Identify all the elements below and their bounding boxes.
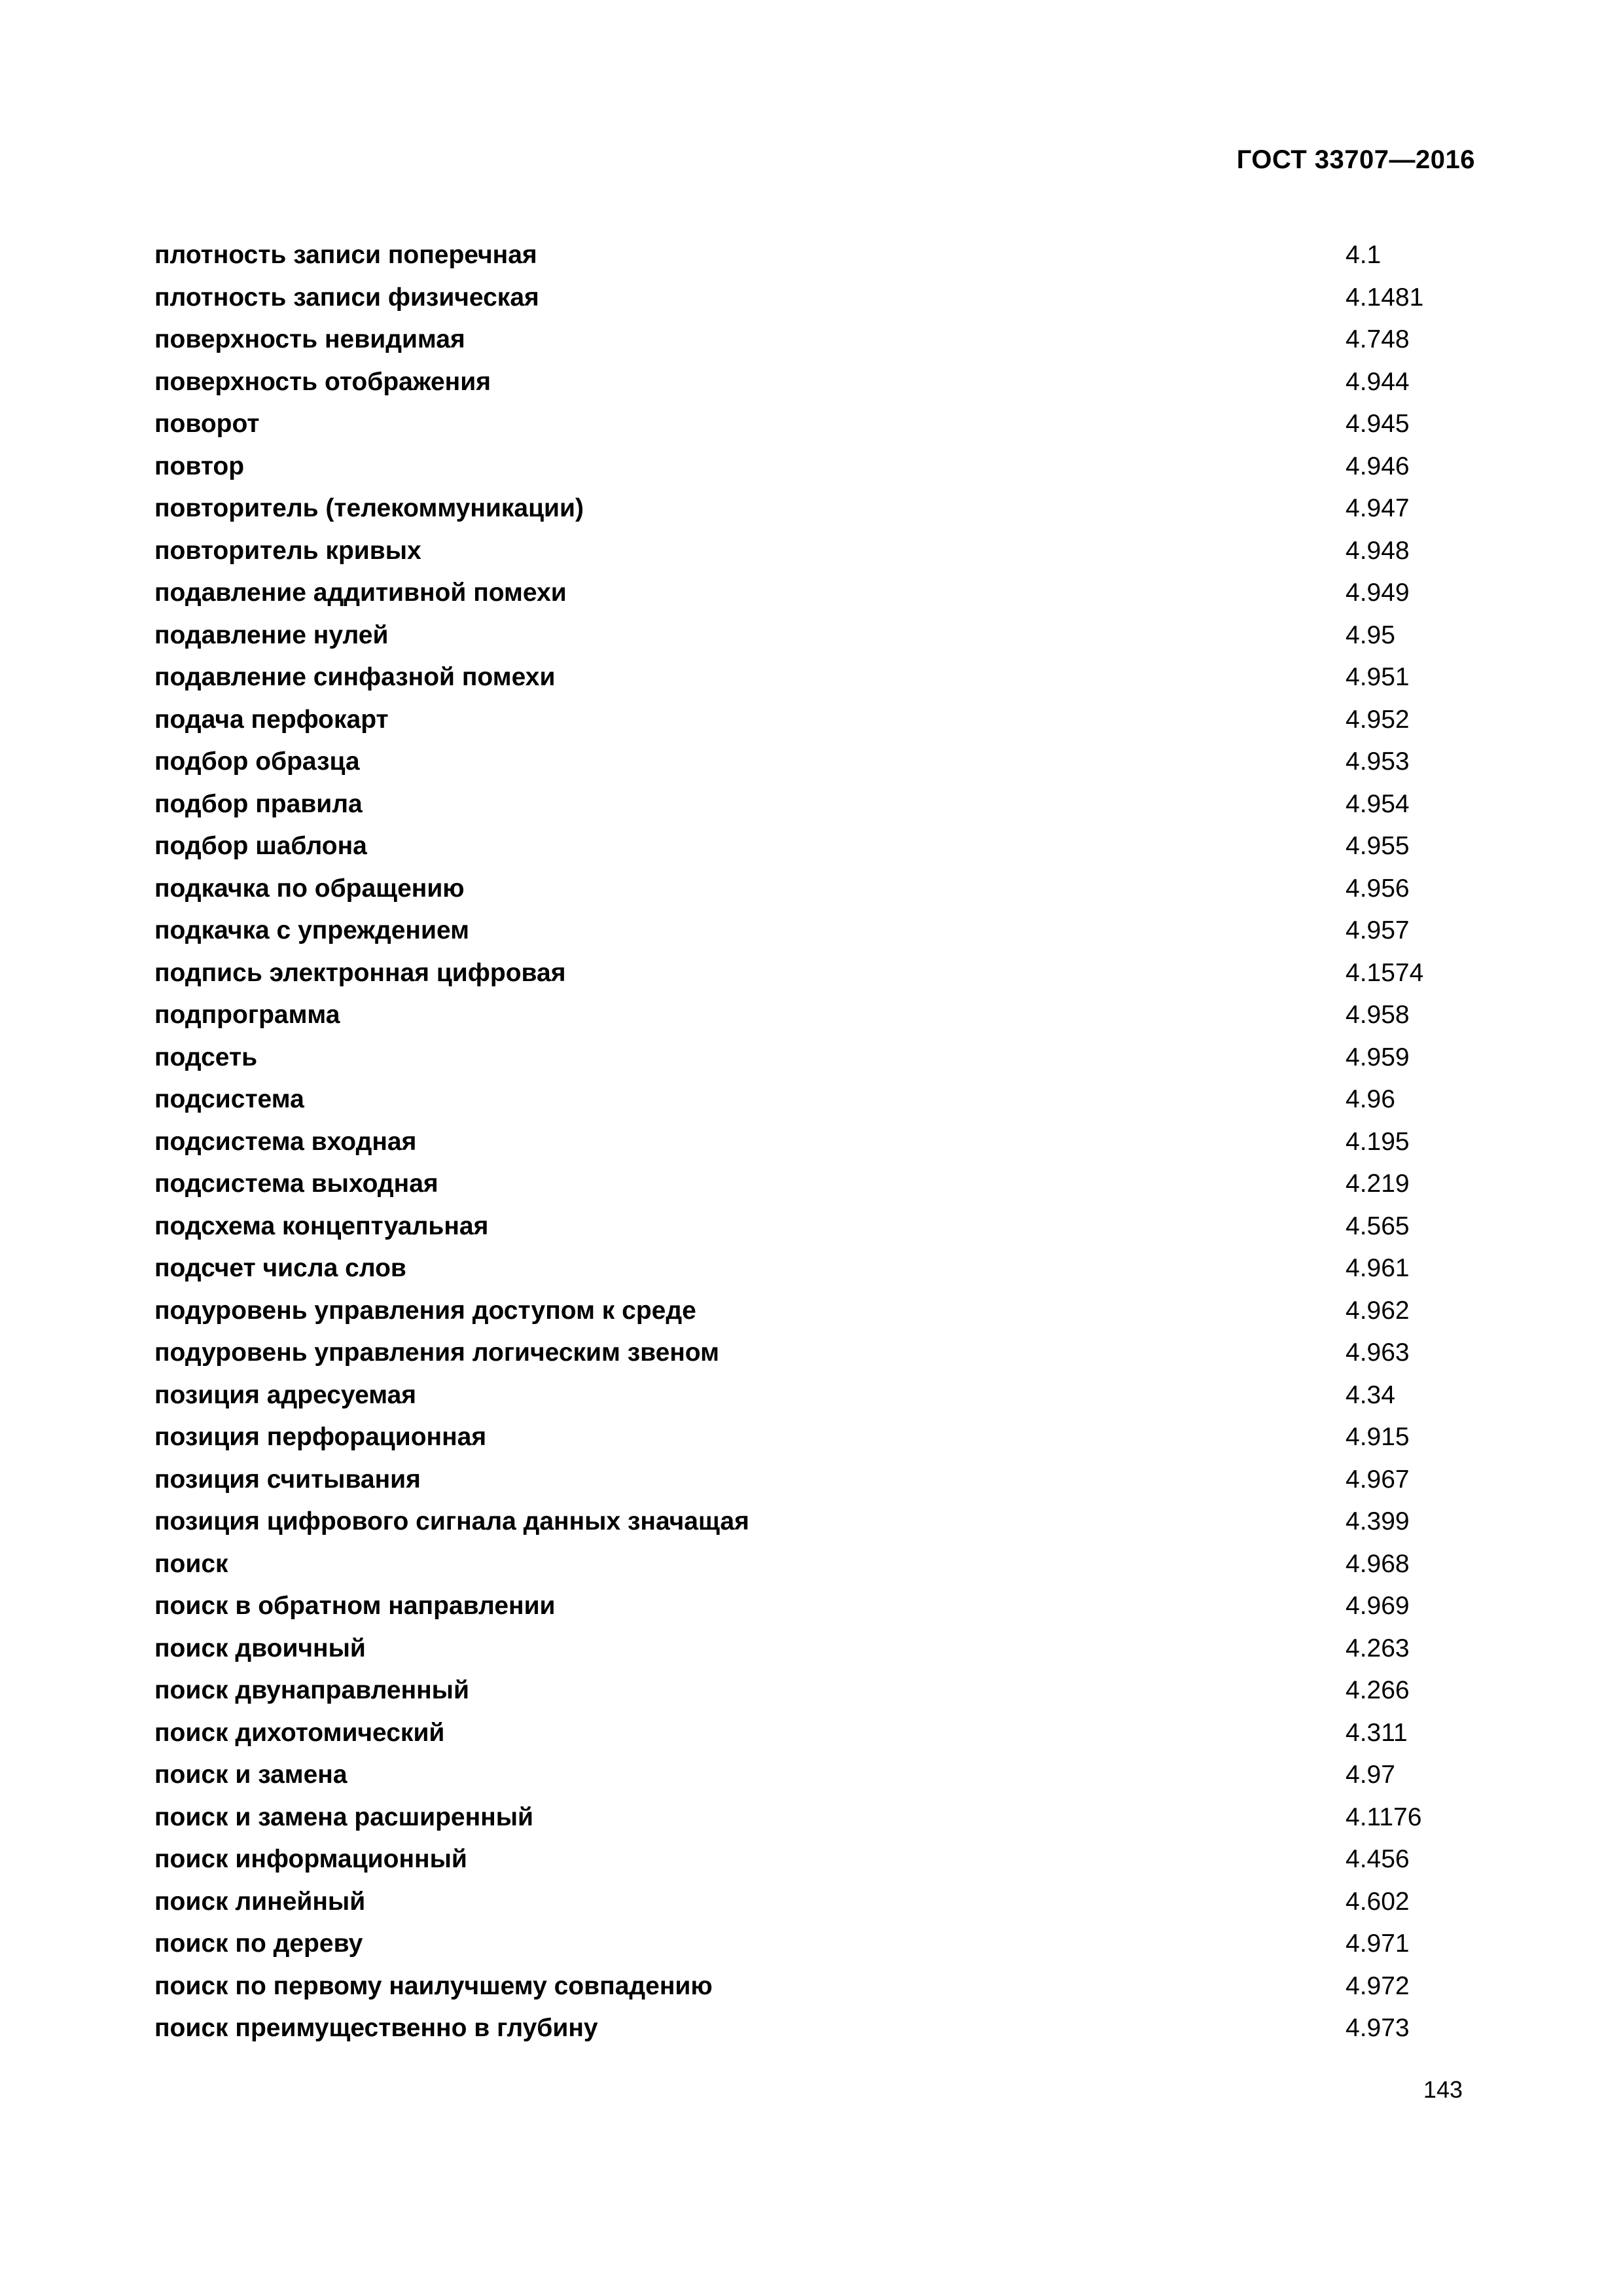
index-reference: 4.953 bbox=[1346, 747, 1410, 776]
index-reference: 4.971 bbox=[1346, 1929, 1410, 1958]
index-entry bbox=[154, 1121, 1476, 1164]
index-reference: 4.961 bbox=[1346, 1254, 1410, 1282]
index-term: поиск линейный bbox=[154, 1887, 366, 1916]
index-entry bbox=[154, 1543, 1476, 1586]
index-term: подавление аддитивной помехи bbox=[154, 579, 567, 607]
index-term: подсхема концептуальная bbox=[154, 1211, 489, 1240]
index-entry bbox=[154, 234, 1476, 277]
index-term: повторитель кривых bbox=[154, 536, 421, 565]
index-reference: 4.958 bbox=[1346, 1001, 1410, 1029]
index-term: подача перфокарт bbox=[154, 705, 389, 734]
index-entry bbox=[154, 952, 1476, 995]
index-entry bbox=[154, 1037, 1476, 1079]
index-term: поиск и замена расширенный bbox=[154, 1803, 533, 1831]
index-term: подсчет числа слов bbox=[154, 1254, 406, 1282]
index-reference: 4.956 bbox=[1346, 874, 1410, 903]
index-term: поиск bbox=[154, 1549, 228, 1578]
index-reference: 4.195 bbox=[1346, 1127, 1410, 1156]
index-reference: 4.972 bbox=[1346, 1971, 1410, 2000]
index-term: позиция цифрового сигнала данных значащая bbox=[154, 1507, 749, 1535]
index-reference: 4.97 bbox=[1346, 1761, 1395, 1789]
index-term: подавление синфазной помехи bbox=[154, 663, 556, 691]
index-entry bbox=[154, 910, 1476, 952]
index-entry bbox=[154, 1374, 1476, 1417]
index-term: поворот bbox=[154, 410, 260, 438]
index-entry bbox=[154, 1416, 1476, 1459]
index-term: поиск по первому наилучшему совпадению bbox=[154, 1971, 713, 2000]
index-entry bbox=[154, 1923, 1476, 1965]
index-entry bbox=[154, 1628, 1476, 1670]
index-term: подкачка по обращению bbox=[154, 874, 465, 903]
index-entry bbox=[154, 1881, 1476, 1924]
index-term: поверхность отображения bbox=[154, 367, 491, 396]
index-term: подкачка с упреждением bbox=[154, 916, 469, 944]
index-entry bbox=[154, 1459, 1476, 1501]
index-term: подавление нулей bbox=[154, 620, 389, 649]
index-reference: 4.968 bbox=[1346, 1549, 1410, 1578]
index-term: подсеть bbox=[154, 1043, 258, 1071]
index-reference: 4.1 bbox=[1346, 241, 1382, 269]
index-term: плотность записи физическая bbox=[154, 283, 539, 312]
index-term: подсистема bbox=[154, 1085, 304, 1113]
index-reference: 4.266 bbox=[1346, 1676, 1410, 1704]
index-reference: 4.963 bbox=[1346, 1338, 1410, 1367]
index-term: поиск двунаправленный bbox=[154, 1676, 469, 1704]
index-entry bbox=[154, 1839, 1476, 1881]
index-reference: 4.95 bbox=[1346, 620, 1395, 649]
index-reference: 4.969 bbox=[1346, 1592, 1410, 1620]
index-reference: 4.973 bbox=[1346, 2014, 1410, 2042]
index-term: подсистема выходная bbox=[154, 1170, 438, 1198]
index-reference: 4.34 bbox=[1346, 1380, 1395, 1409]
index-entry bbox=[154, 1585, 1476, 1628]
index-reference: 4.947 bbox=[1346, 494, 1410, 522]
index-reference: 4.565 bbox=[1346, 1211, 1410, 1240]
index-reference: 4.311 bbox=[1346, 1718, 1408, 1747]
index-entry bbox=[154, 1754, 1476, 1797]
index-reference: 4.915 bbox=[1346, 1423, 1410, 1451]
index-term: подпрограмма bbox=[154, 1001, 340, 1029]
index-reference: 4.1574 bbox=[1346, 958, 1424, 987]
index-reference: 4.946 bbox=[1346, 452, 1410, 480]
index-reference: 4.748 bbox=[1346, 325, 1410, 353]
index-entry bbox=[154, 1079, 1476, 1121]
index-entry bbox=[154, 1965, 1476, 2008]
index-term: позиция адресуемая bbox=[154, 1380, 417, 1409]
index-reference: 4.954 bbox=[1346, 789, 1410, 818]
index-term: поиск в обратном направлении bbox=[154, 1592, 556, 1620]
index-entry bbox=[154, 1332, 1476, 1374]
index-reference: 4.399 bbox=[1346, 1507, 1410, 1535]
index-reference: 4.263 bbox=[1346, 1634, 1410, 1662]
index-entry bbox=[154, 699, 1476, 742]
index-entry bbox=[154, 446, 1476, 488]
index-entry bbox=[154, 1797, 1476, 1839]
index-reference: 4.949 bbox=[1346, 579, 1410, 607]
index-entry bbox=[154, 530, 1476, 573]
index-entry bbox=[154, 741, 1476, 783]
index-entry bbox=[154, 2007, 1476, 2050]
index-term: подсистема входная bbox=[154, 1127, 417, 1156]
index-term: поиск по дереву bbox=[154, 1929, 363, 1958]
index-term: плотность записи поперечная bbox=[154, 241, 537, 269]
index-reference: 4.456 bbox=[1346, 1845, 1410, 1873]
index-term: повторитель (телекоммуникации) bbox=[154, 494, 584, 522]
standard-designation: ГОСТ 33707—2016 bbox=[1236, 145, 1475, 174]
index-term: поиск и замена bbox=[154, 1761, 348, 1789]
index-term: поиск дихотомический bbox=[154, 1718, 445, 1747]
index-term: подуровень управления логическим звеном bbox=[154, 1338, 719, 1367]
index-entry bbox=[154, 783, 1476, 826]
index-entry bbox=[154, 1247, 1476, 1290]
index-entry bbox=[154, 1501, 1476, 1543]
index-reference: 4.948 bbox=[1346, 536, 1410, 565]
index-reference: 4.967 bbox=[1346, 1465, 1410, 1494]
index-entry bbox=[154, 615, 1476, 657]
index-term: поиск двоичный bbox=[154, 1634, 366, 1662]
index-entry bbox=[154, 1290, 1476, 1333]
index-term: поиск информационный bbox=[154, 1845, 467, 1873]
index-reference: 4.952 bbox=[1346, 705, 1410, 734]
index-term: поиск преимущественно в глубину bbox=[154, 2014, 598, 2042]
index-reference: 4.955 bbox=[1346, 832, 1410, 860]
index-entry bbox=[154, 361, 1476, 404]
index-reference: 4.957 bbox=[1346, 916, 1410, 944]
index-term: подбор шаблона bbox=[154, 832, 367, 860]
index-reference: 4.945 bbox=[1346, 410, 1410, 438]
index-term: подуровень управления доступом к среде bbox=[154, 1296, 696, 1325]
index-reference: 4.219 bbox=[1346, 1170, 1410, 1198]
index-entry bbox=[154, 825, 1476, 868]
index-reference: 4.962 bbox=[1346, 1296, 1410, 1325]
index-reference: 4.951 bbox=[1346, 663, 1410, 691]
index-term: подбор образца bbox=[154, 747, 360, 776]
index-reference: 4.959 bbox=[1346, 1043, 1410, 1071]
index-entry bbox=[154, 403, 1476, 446]
term-index-list bbox=[154, 234, 1476, 2050]
index-term: поверхность невидимая bbox=[154, 325, 465, 353]
index-entry bbox=[154, 1670, 1476, 1712]
index-entry bbox=[154, 1206, 1476, 1248]
index-entry bbox=[154, 994, 1476, 1037]
index-entry bbox=[154, 488, 1476, 530]
index-term: подбор правила bbox=[154, 789, 363, 818]
index-entry bbox=[154, 319, 1476, 361]
index-reference: 4.1176 bbox=[1346, 1803, 1422, 1831]
index-entry bbox=[154, 572, 1476, 615]
index-reference: 4.944 bbox=[1346, 367, 1410, 396]
index-term: позиция перфорационная bbox=[154, 1423, 487, 1451]
index-term: подпись электронная цифровая bbox=[154, 958, 566, 987]
index-entry bbox=[154, 277, 1476, 319]
index-reference: 4.96 bbox=[1346, 1085, 1395, 1113]
index-reference: 4.1481 bbox=[1346, 283, 1424, 312]
index-entry bbox=[154, 1163, 1476, 1206]
index-entry bbox=[154, 656, 1476, 699]
index-term: позиция считывания bbox=[154, 1465, 421, 1494]
index-term: повтор bbox=[154, 452, 245, 480]
page-number: 143 bbox=[1423, 2076, 1463, 2103]
index-entry bbox=[154, 1712, 1476, 1755]
index-reference: 4.602 bbox=[1346, 1887, 1410, 1916]
index-entry bbox=[154, 868, 1476, 910]
